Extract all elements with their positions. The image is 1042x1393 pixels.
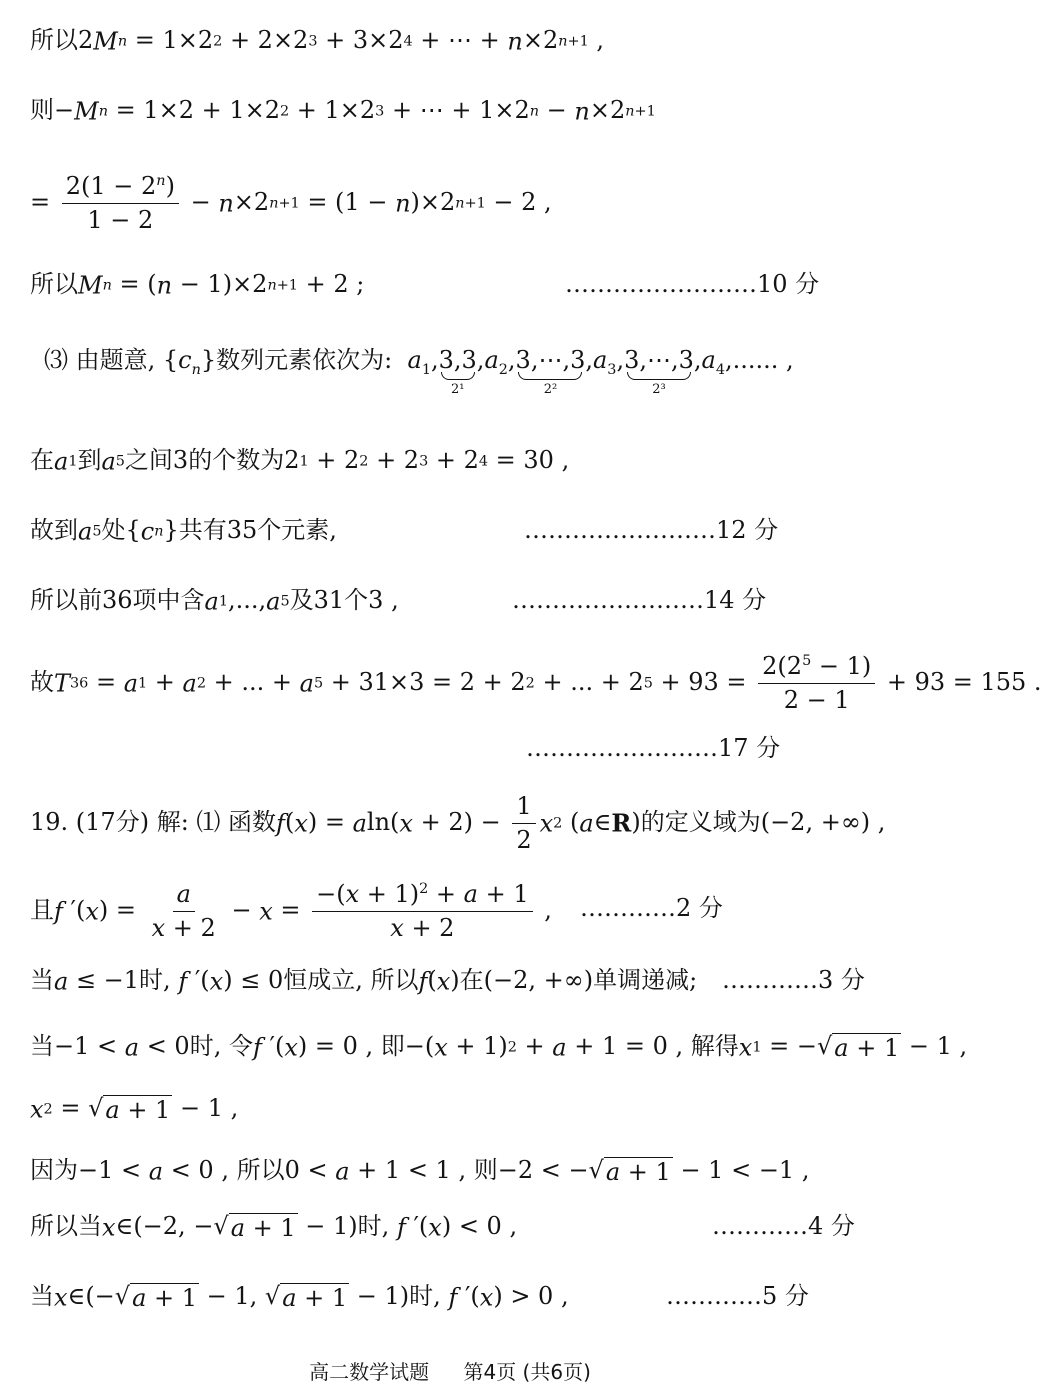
score-mark-17: ……………………17 分 xyxy=(526,734,781,762)
solution-line-15: 因为−1 < a < 0 , 所以0 < a + 1 < 1 , 则−2 < −√a + 1 − 1 < −1 , xyxy=(30,1156,810,1186)
solution-line-3: = $\frac{2(1 - 2^n)}{1 - 2}$ − n×2n+1 = (1 − n)×2n+1 − 2 , xyxy=(30,172,552,234)
exam-title: 高二数学试题 xyxy=(309,1360,430,1384)
solution-line-12: 当a ≤ −1时, f ′(x) ≤ 0恒成立, 所以f(x)在(−2, +∞)单调递减; xyxy=(30,966,698,996)
fraction: $\frac{a}{x + 2}$ xyxy=(151,880,216,942)
solution-line-7: 故到a5处{cn}共有35个元素, xyxy=(30,516,337,546)
solution-line-16: 所以当x∈(−2, −√a + 1 − 1)时, f ′(x) < 0 , xyxy=(30,1212,518,1242)
score-mark-14: ……………………14 分 xyxy=(512,586,767,614)
solution-line-13: 当−1 < a < 0时, 令f ′(x) = 0 , 即−(x + 1)2 + a + 1 = 0 , 解得x1 = −√a + 1 − 1 , xyxy=(30,1032,968,1062)
underbrace-group-2: 3,⋯,3 2² xyxy=(515,346,586,397)
solution-line-9: 故T36 = a1 + a2 + ... + a5 + 31×3 = 2 + 22 + ... + 25 + 93 = $\frac{2(2^5 - 1)}{2 - 1}$ + 93 = 155 . xyxy=(30,652,1042,714)
score-mark-2: …………2 分 xyxy=(580,894,723,922)
page-number: 第4页 (共6页) xyxy=(463,1360,591,1384)
solution-line-17: 当x∈(−√a + 1 − 1, √a + 1 − 1)时, f ′(x) > 0 , xyxy=(30,1282,569,1312)
score-mark-10: ……………………10 分 xyxy=(565,270,820,298)
underbrace-group-1: 3,3 2¹ xyxy=(438,346,477,397)
score-mark-5: …………5 分 xyxy=(666,1282,809,1310)
solution-line-2: 则−Mn = 1×2 + 1×22 + 1×23 + ⋯ + 1×2n − n×2n+1 xyxy=(30,96,656,126)
solution-line-10: 19. (17分) 解: ⑴ 函数f(x) = aln(x + 2) − $\frac{1}{2}$ x2 (a∈R)的定义域为(−2, +∞) , xyxy=(30,792,886,854)
page-footer xyxy=(0,1356,900,1385)
solution-line-8: 所以前36项中含a1,...,a5及31个3 , xyxy=(30,586,399,616)
solution-line-5: ⑶ 由题意, $\{c_n\}$数列元素依次为: $a_1$, 3,3 2¹ $,a_2$, 3,⋯,3 2² $,a_3$, 3,⋯,3 2³ $,a_4$,...... , xyxy=(44,346,794,397)
score-mark-12: ……………………12 分 xyxy=(524,516,779,544)
solution-line-11: 且f ′(x) = $\frac{a}{x + 2}$ − x = $\frac{-(x + 1)^2 + a + 1}{x + 2}$ , xyxy=(30,880,552,942)
fraction: $\frac{2(1 - 2^n)}{1 - 2}$ xyxy=(62,172,179,235)
solution-line-6: 在a1到a5之间3的个数为21 + 22 + 23 + 24 = 30 , xyxy=(30,446,570,476)
fraction: $\frac{2(2^5 - 1)}{2 - 1}$ xyxy=(758,652,875,715)
fraction: $\frac{1}{2}$ xyxy=(512,792,535,855)
solution-line-4: 所以Mn = (n − 1)×2n+1 + 2 ; xyxy=(30,270,365,300)
underbrace-group-3: 3,⋯,3 2³ xyxy=(624,346,694,397)
fraction: $\frac{-(x + 1)^2 + a + 1}{x + 2}$ xyxy=(312,880,533,943)
score-mark-3: …………3 分 xyxy=(722,966,865,994)
score-mark-4: …………4 分 xyxy=(712,1212,855,1240)
solution-line-1: 所以2Mn = 1×22 + 2×23 + 3×24 + ⋯ + n×2n+1 , xyxy=(30,26,605,56)
solution-line-14: x2 = √a + 1 − 1 , xyxy=(30,1094,239,1124)
